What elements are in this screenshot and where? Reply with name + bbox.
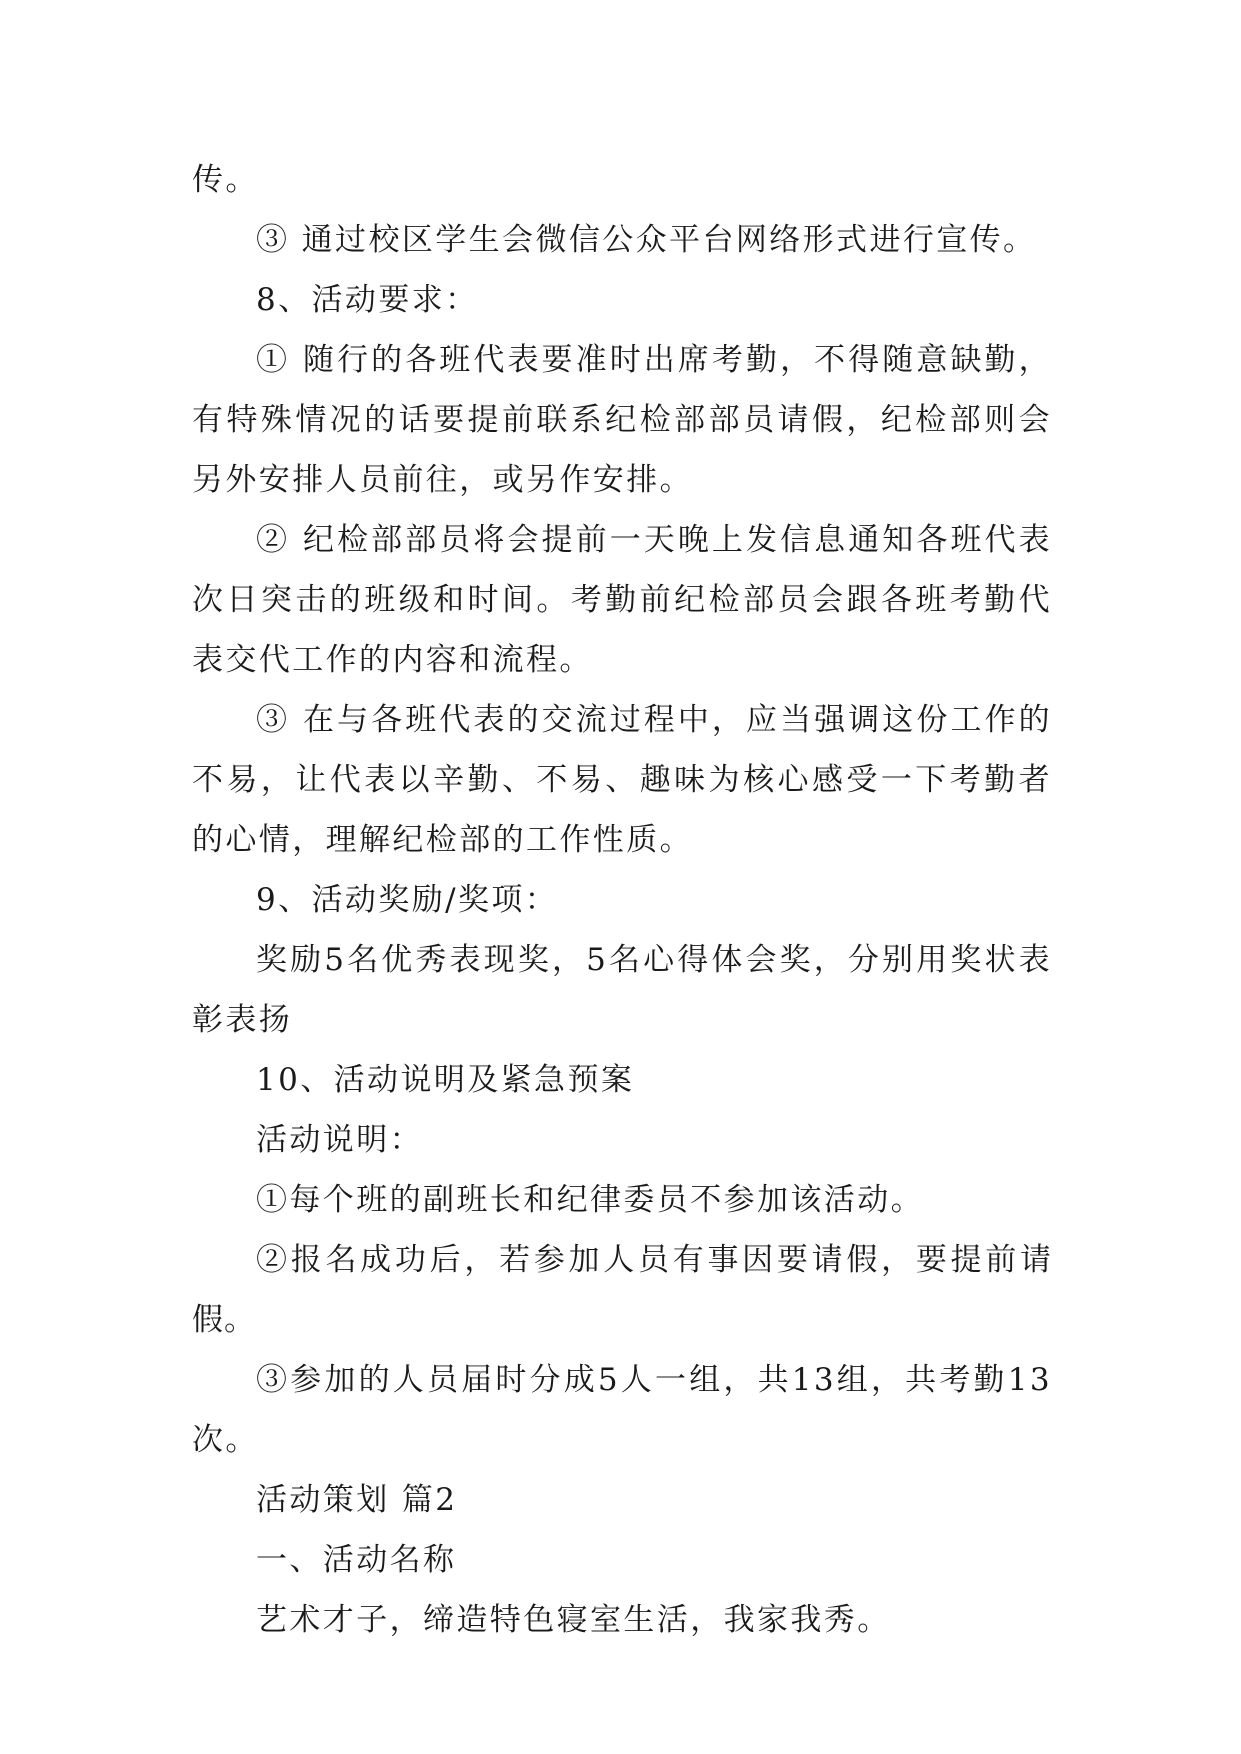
paragraph-continuation: 传。	[192, 162, 259, 198]
section-heading-requirements: 8、活动要求：	[256, 282, 479, 318]
subheading-activity-notes: 活动说明：	[256, 1122, 423, 1158]
paragraph-note-1: ①每个班的副班长和纪律委员不参加该活动。	[256, 1182, 924, 1218]
section-heading-activity-name: 一、活动名称	[256, 1542, 457, 1578]
paragraph-requirement-1: ① 随行的各班代表要准时出席考勤，不得随意缺勤，有特殊情况的话要提前联系纪检部部员请假，纪检部则会另外安排人员前往，或另作安排。	[192, 342, 1052, 498]
paragraph-requirement-3: ③ 在与各班代表的交流过程中，应当强调这份工作的不易，让代表以辛勤、不易、趣味为核心感受一下考勤者的心情，理解纪检部的工作性质。	[192, 702, 1052, 858]
paragraph-activity-name: 艺术才子，缔造特色寝室生活，我家我秀。	[256, 1602, 891, 1638]
section-heading-notes: 10、活动说明及紧急预案	[256, 1062, 635, 1098]
section-heading-plan-2: 活动策划 篇2	[256, 1482, 458, 1518]
paragraph-requirement-2: ② 纪检部部员将会提前一天晚上发信息通知各班代表次日突击的班级和时间。考勤前纪检部员会跟各班考勤代表交代工作的内容和流程。	[192, 522, 1052, 678]
paragraph-awards: 奖励5名优秀表现奖，5名心得体会奖，分别用奖状表彰表扬	[192, 942, 1052, 1038]
paragraph-promotion-wechat: ③ 通过校区学生会微信公众平台网络形式进行宣传。	[256, 222, 1037, 258]
paragraph-note-2: ②报名成功后，若参加人员有事因要请假，要提前请假。	[192, 1242, 1052, 1338]
section-heading-awards: 9、活动奖励/奖项：	[256, 882, 559, 918]
document-body	[192, 150, 1052, 1650]
paragraph-note-3: ③参加的人员届时分成5人一组，共13组，共考勤13次。	[192, 1362, 1052, 1458]
